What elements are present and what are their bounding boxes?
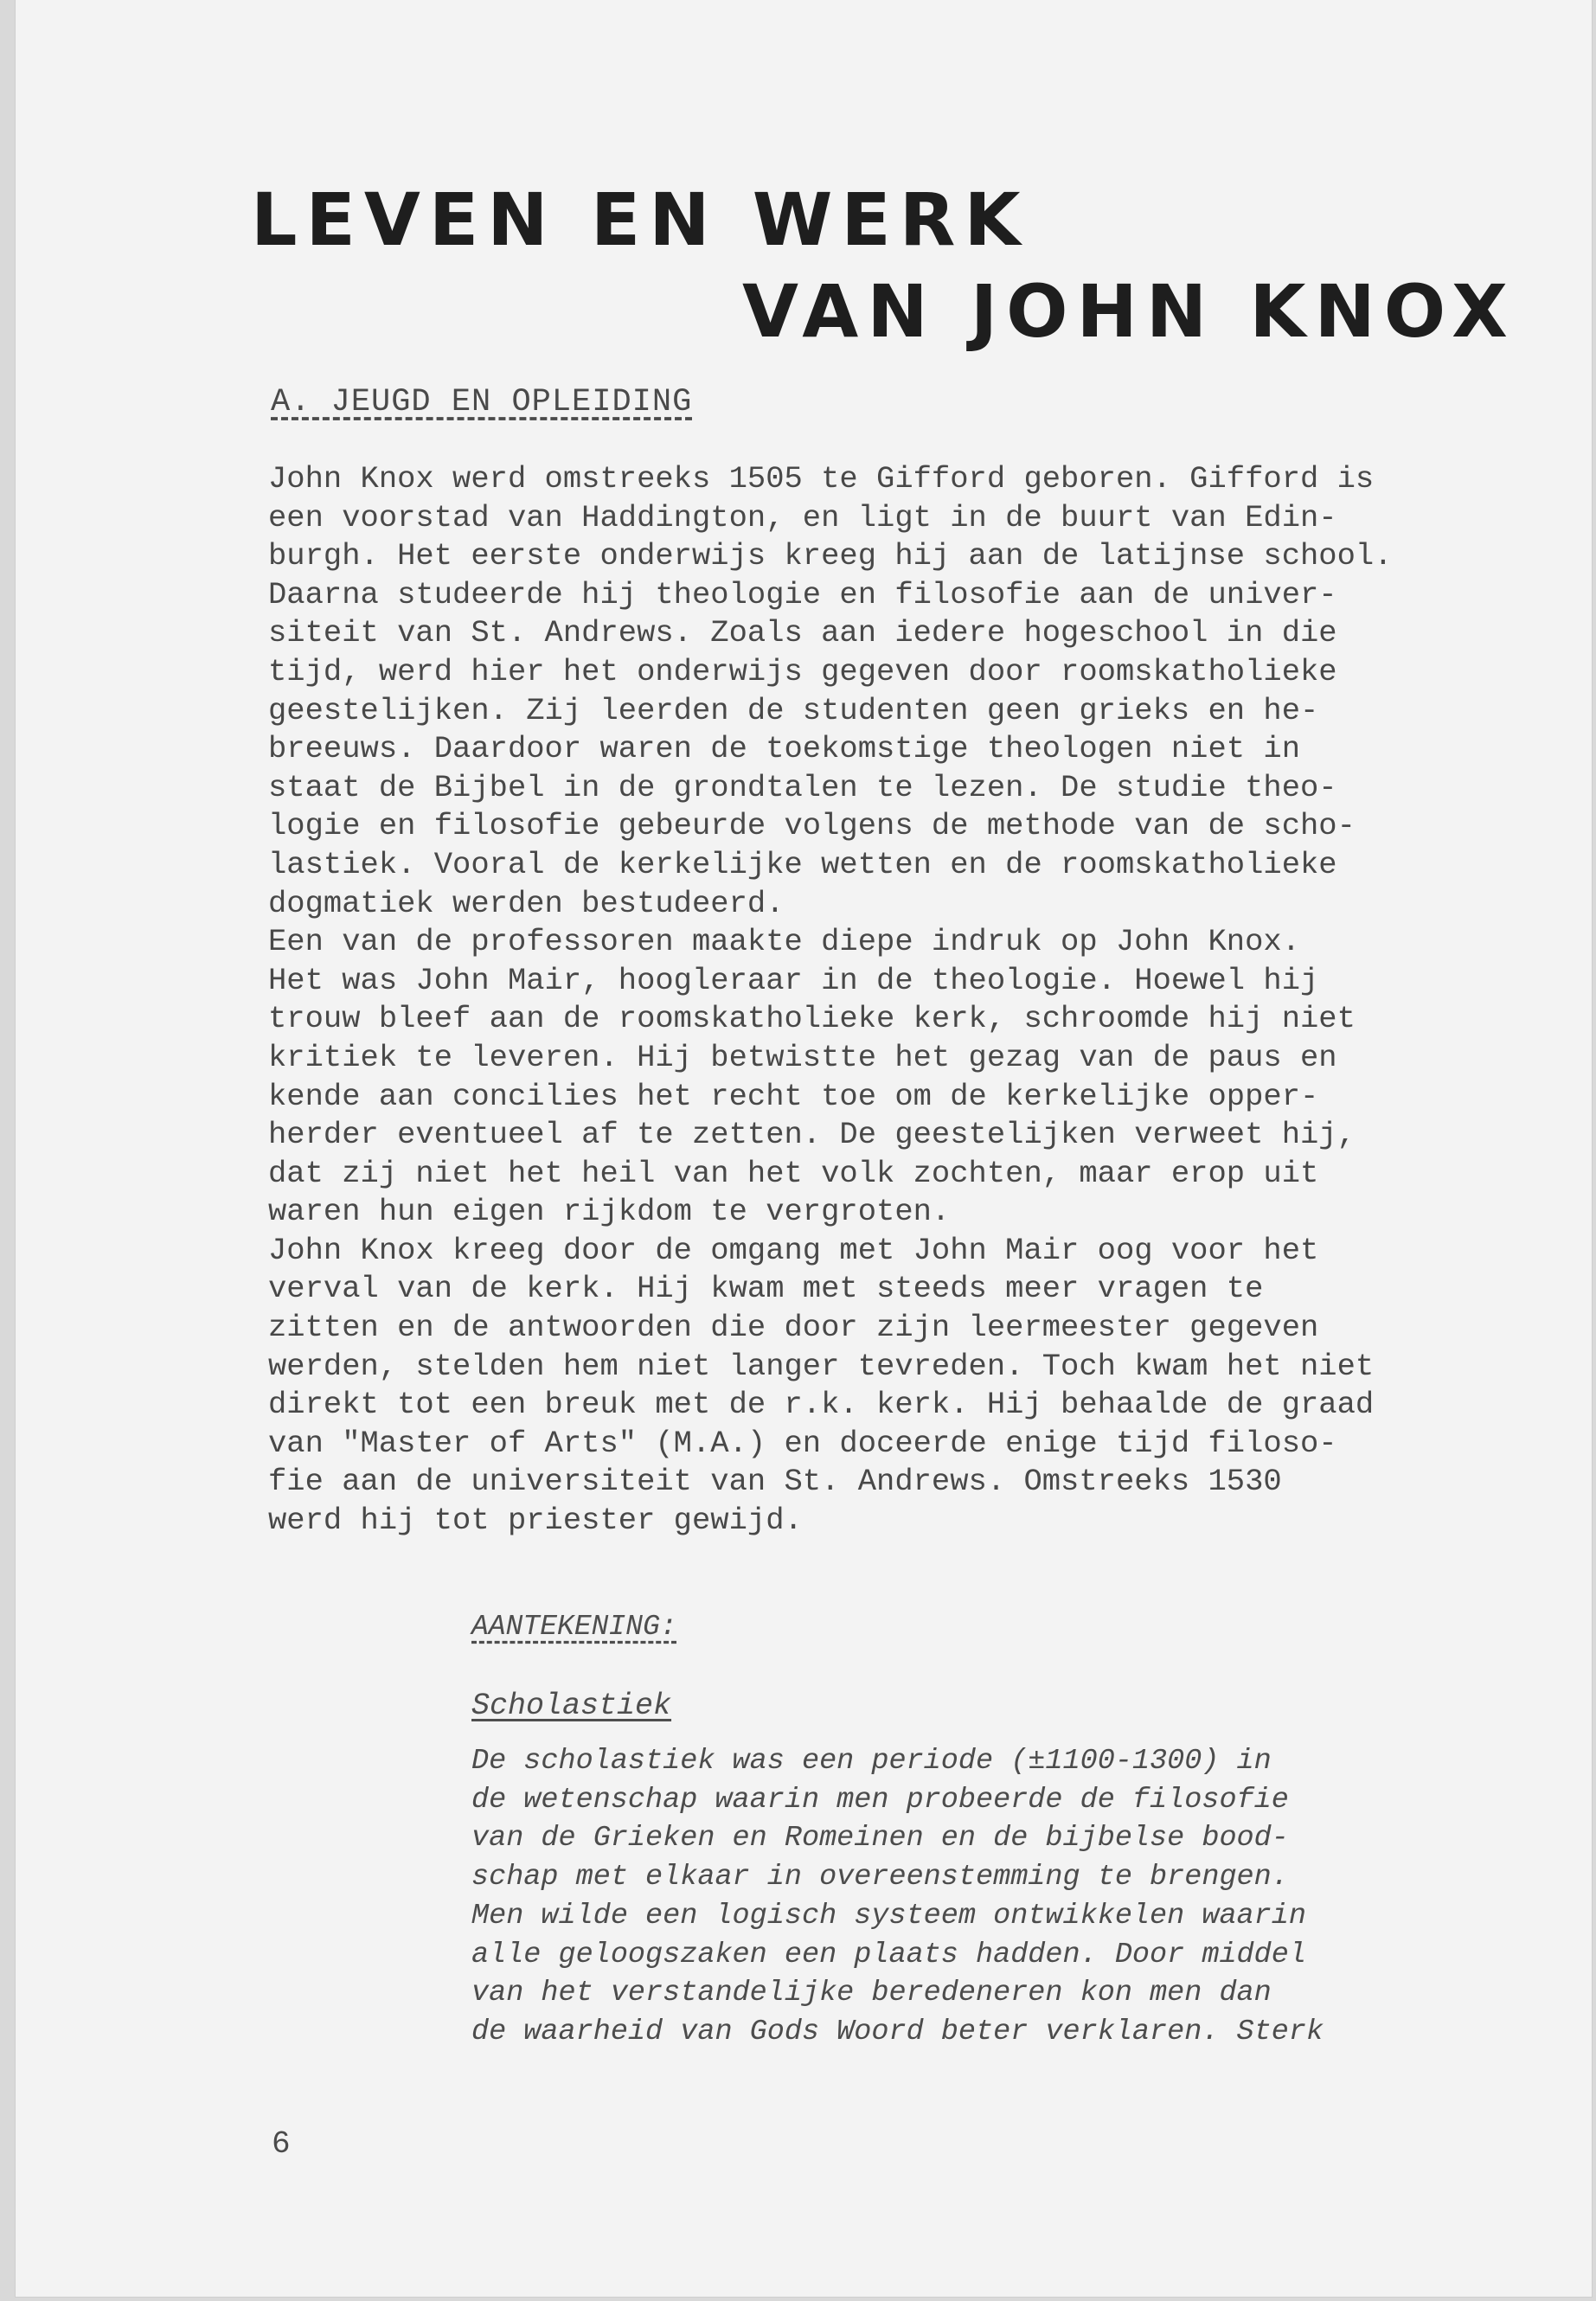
chapter-title-line-2: VAN JOHN KNOX xyxy=(742,269,1516,354)
text-line: herder eventueel af te zetten. De geestelijken verweet hij, xyxy=(268,1117,1356,1153)
text-line: geestelijken. Zij leerden de studenten geen grieks en he- xyxy=(268,692,1319,728)
text-line: lastiek. Vooral de kerkelijke wetten en de roomskatholieke xyxy=(268,846,1337,882)
body-paragraph xyxy=(268,460,1471,1541)
text-line: schap met elkaar in overeenstemming te brengen. xyxy=(471,1861,1289,1894)
text-line: zitten en de antwoorden die door zijn leermeester gegeven xyxy=(268,1310,1319,1346)
text-line: burgh. Het eerste onderwijs kreeg hij aan de latijnse school. xyxy=(268,538,1393,574)
text-line: fie aan de universiteit van St. Andrews. Omstreeks 1530 xyxy=(268,1464,1282,1500)
note-title: Scholastiek xyxy=(471,1689,672,1723)
text-line: kende aan concilies het recht toe om de kerkelijke opper- xyxy=(268,1078,1319,1114)
text-line: werd hij tot priester gewijd. xyxy=(268,1503,803,1539)
text-line: de waarheid van Gods Woord beter verklaren. Sterk xyxy=(471,2015,1324,2048)
text-line: trouw bleef aan de roomskatholieke kerk, schroomde hij niet xyxy=(268,1001,1356,1037)
text-line: Men wilde een logisch systeem ontwikkelen waarin xyxy=(471,1899,1306,1932)
text-line: alle geloogszaken een plaats hadden. Door middel xyxy=(471,1938,1306,1971)
text-line: John Knox werd omstreeks 1505 te Gifford geboren. Gifford is xyxy=(268,461,1375,497)
page-number: 6 xyxy=(272,2126,291,2162)
text-line: John Knox kreeg door de omgang met John Mair oog voor het xyxy=(268,1232,1319,1268)
text-line: van het verstandelijke beredeneren kon men dan xyxy=(471,1977,1272,2010)
text-line: dat zij niet het heil van het volk zochten, maar erop uit xyxy=(268,1155,1319,1191)
text-line: De scholastiek was een periode (±1100-1300) in xyxy=(471,1745,1272,1778)
text-line: tijd, werd hier het onderwijs gegeven door roomskatholieke xyxy=(268,653,1337,689)
text-line: kritiek te leveren. Hij betwistte het gezag van de paus en xyxy=(268,1039,1337,1075)
text-line: verval van de kerk. Hij kwam met steeds meer vragen te xyxy=(268,1271,1264,1307)
text-line: Het was John Mair, hoogleraar in de theologie. Hoewel hij xyxy=(268,962,1319,998)
document-page xyxy=(16,0,1592,2297)
text-line: werden, stelden hem niet langer tevreden. Toch kwam het niet xyxy=(268,1348,1375,1384)
text-line: de wetenschap waarin men probeerde de filosofie xyxy=(471,1783,1289,1817)
text-line: dogmatiek werden bestudeerd. xyxy=(268,885,785,921)
chapter-title-line-1: LEVEN EN WERK xyxy=(251,177,1029,262)
text-line: breeuws. Daardoor waren de toekomstige theologen niet in xyxy=(268,731,1300,767)
text-line: direkt tot een breuk met de r.k. kerk. Hij behaalde de graad xyxy=(268,1387,1375,1423)
text-line: Een van de professoren maakte diepe indruk op John Knox. xyxy=(268,924,1300,960)
section-heading: A. JEUGD EN OPLEIDING xyxy=(271,384,693,420)
note-label: AANTEKENING: xyxy=(471,1611,677,1643)
note-body xyxy=(471,1742,1466,2052)
text-line: waren hun eigen rijkdom te vergroten. xyxy=(268,1194,951,1230)
text-line: van de Grieken en Romeinen en de bijbelse bood- xyxy=(471,1822,1289,1856)
text-line: staat de Bijbel in de grondtalen te lezen. De studie theo- xyxy=(268,769,1337,805)
text-line: een voorstad van Haddington, en ligt in de buurt van Edin- xyxy=(268,499,1337,535)
text-line: Daarna studeerde hij theologie en filosofie aan de univer- xyxy=(268,576,1337,612)
text-line: van "Master of Arts" (M.A.) en doceerde enige tijd filoso- xyxy=(268,1425,1337,1461)
text-line: logie en filosofie gebeurde volgens de methode van de scho- xyxy=(268,808,1356,844)
text-line: siteit van St. Andrews. Zoals aan iedere hogeschool in die xyxy=(268,615,1337,651)
